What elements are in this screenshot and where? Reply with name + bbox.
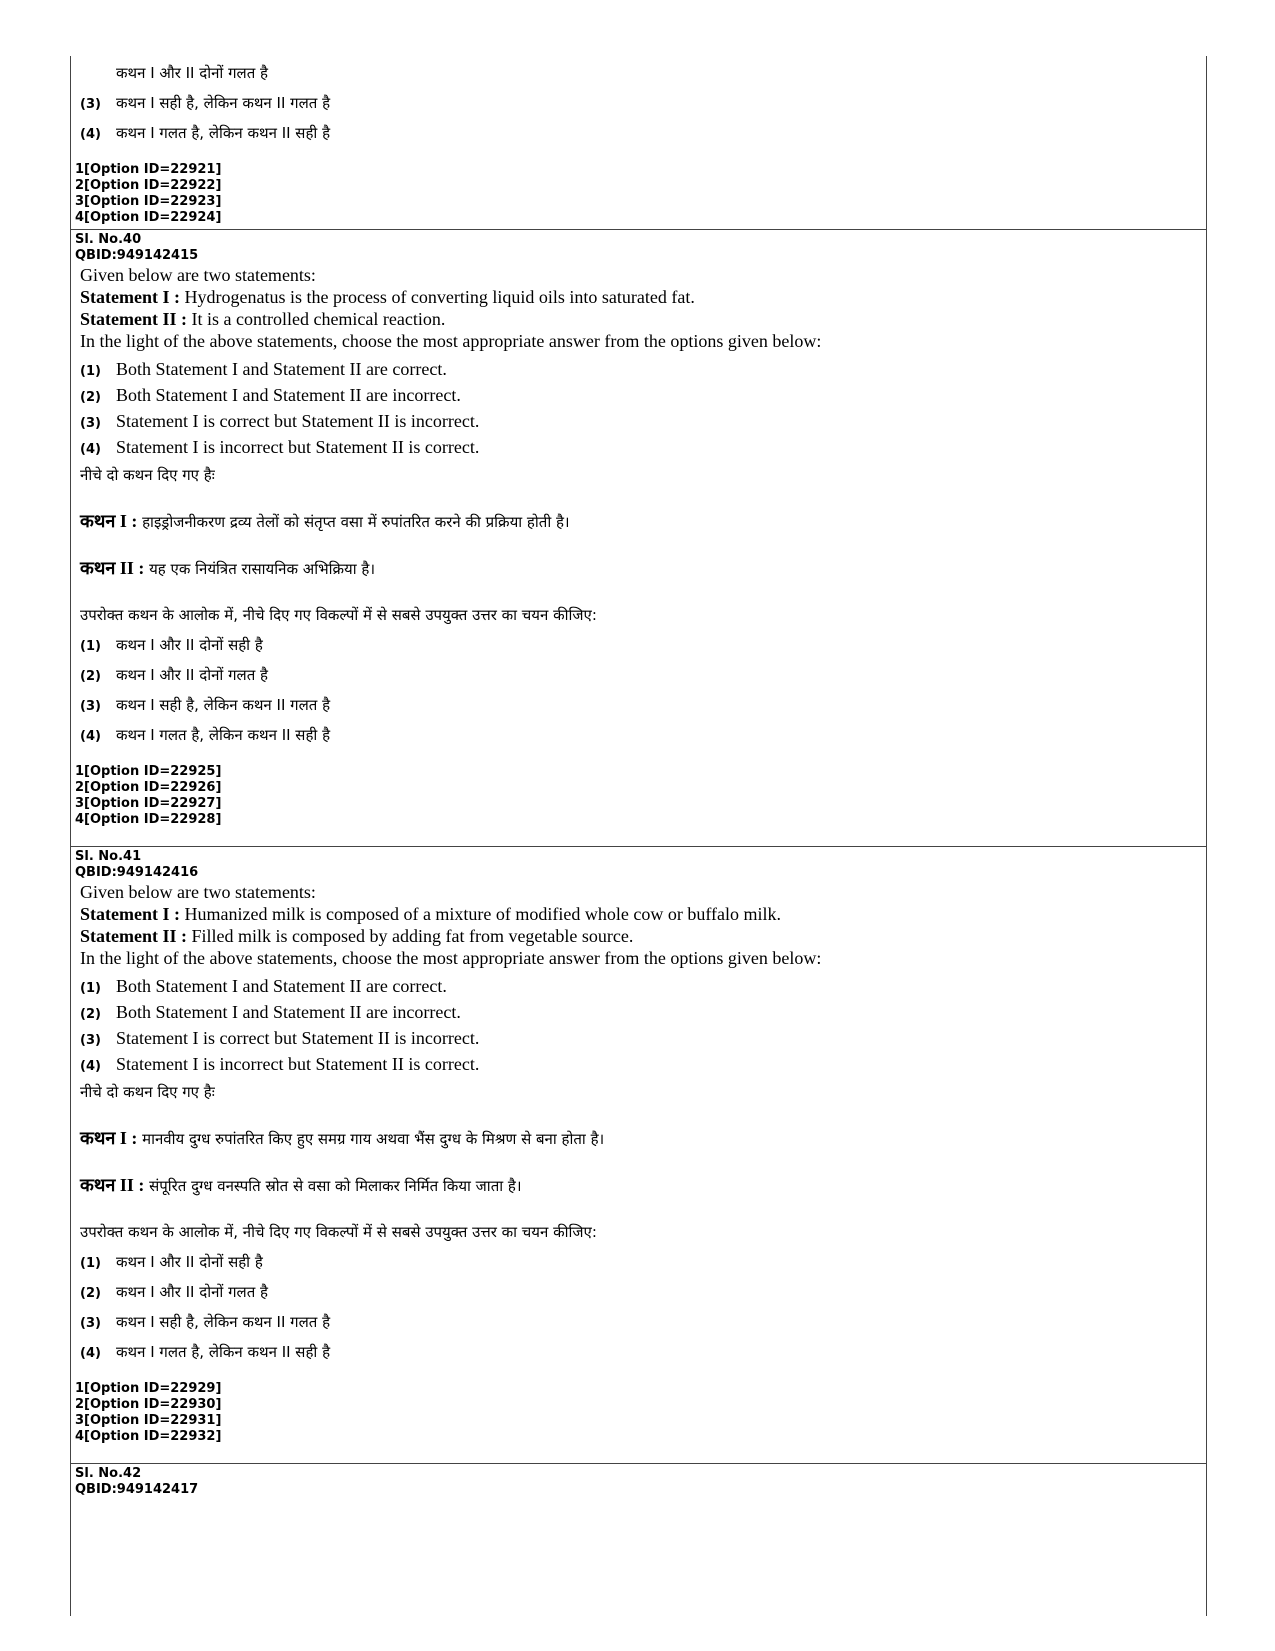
option-id: 1[Option ID=22929] — [75, 1381, 222, 1396]
hindi-option — [71, 1247, 1206, 1277]
option-number: (2) — [80, 1286, 101, 1301]
hindi-statement-2-label: कथन II : — [80, 558, 145, 578]
hindi-statement-1-label: कथन I : — [80, 1128, 138, 1148]
option-id: 2[Option ID=22922] — [75, 178, 222, 193]
option-number: (1) — [80, 639, 101, 654]
question-intro: Given below are two statements: — [80, 265, 316, 285]
hindi-option — [71, 118, 1206, 148]
option-id-list — [71, 1381, 1206, 1445]
question-paper-page — [70, 56, 1207, 1616]
option-text: कथन I और II दोनों सही है — [116, 636, 263, 654]
option-text: कथन I गलत है, लेकिन कथन II सही है — [116, 1343, 331, 1361]
option-number: (3) — [80, 1033, 101, 1048]
option-text: Both Statement I and Statement II are correct. — [116, 976, 447, 996]
option-text: Both Statement I and Statement II are incorrect. — [116, 1002, 461, 1022]
hindi-intro: नीचे दो कथन दिए गए हैः — [80, 466, 215, 484]
hindi-option — [71, 660, 1206, 690]
statement-2-text: It is a controlled chemical reaction. — [186, 309, 446, 329]
statement-1-label: Statement I : — [80, 287, 180, 307]
option-id: 2[Option ID=22930] — [75, 1397, 222, 1412]
question-42 — [71, 1464, 1206, 1500]
hindi-option — [71, 690, 1206, 720]
english-option — [71, 1051, 1206, 1077]
option-text: कथन I गलत है, लेकिन कथन II सही है — [116, 124, 331, 142]
option-id: 3[Option ID=22923] — [75, 194, 222, 209]
option-number: (2) — [80, 669, 101, 684]
option-text: Statement I is incorrect but Statement II is correct. — [116, 437, 480, 457]
option-id: 2[Option ID=22926] — [75, 780, 222, 795]
option-text: Statement I is incorrect but Statement II is correct. — [116, 1054, 480, 1074]
statement-2-text: Filled milk is composed by adding fat from vegetable source. — [186, 926, 634, 946]
option-number: (1) — [80, 1256, 101, 1271]
option-text: कथन I सही है, लेकिन कथन II गलत है — [116, 94, 331, 112]
english-option — [71, 408, 1206, 434]
statement-2-label: Statement II : — [80, 309, 187, 329]
hindi-option — [71, 58, 1206, 88]
english-option — [71, 356, 1206, 382]
question-40 — [71, 230, 1206, 847]
question-bank-id: QBID:949142415 — [75, 248, 199, 263]
option-number: (4) — [80, 1059, 101, 1074]
question-bank-id: QBID:949142416 — [75, 865, 199, 880]
statement-1-text: Humanized milk is composed of a mixture of modified whole cow or buffalo milk. — [179, 904, 782, 924]
statement-1-text: Hydrogenatus is the process of converting liquid oils into saturated fat. — [179, 287, 695, 307]
hindi-statement-2-label: कथन II : — [80, 1175, 145, 1195]
statement-1 — [71, 903, 1206, 925]
option-number: (3) — [80, 1316, 101, 1331]
option-id-list — [71, 162, 1206, 226]
option-text: कथन I और II दोनों सही है — [116, 1253, 263, 1271]
option-number: (4) — [80, 1346, 101, 1361]
statement-2-label: Statement II : — [80, 926, 187, 946]
option-text: Both Statement I and Statement II are correct. — [116, 359, 447, 379]
option-text: Statement I is correct but Statement II is incorrect. — [116, 411, 480, 431]
hindi-option — [71, 1277, 1206, 1307]
statement-1 — [71, 286, 1206, 308]
option-id: 4[Option ID=22924] — [75, 210, 222, 225]
serial-number: Sl. No.40 — [75, 232, 142, 247]
option-id: 4[Option ID=22932] — [75, 1429, 222, 1444]
option-text: Statement I is correct but Statement II is incorrect. — [116, 1028, 480, 1048]
english-option — [71, 434, 1206, 460]
hindi-statement-2 — [71, 1174, 1206, 1197]
option-id: 4[Option ID=22928] — [75, 812, 222, 827]
hindi-option — [71, 88, 1206, 118]
option-id-list — [71, 764, 1206, 828]
question-bank-id: QBID:949142417 — [75, 1482, 199, 1497]
hindi-statement-1-text: मानवीय दुग्ध रुपांतरित किए हुए समग्र गाय अथवा भैंस दुग्ध के मिश्रण से बना होता है। — [137, 1130, 605, 1148]
option-id: 3[Option ID=22931] — [75, 1413, 222, 1428]
question-41 — [71, 847, 1206, 1464]
option-id: 1[Option ID=22921] — [75, 162, 222, 177]
option-text: कथन I और II दोनों गलत है — [116, 1283, 268, 1301]
hindi-statement-2 — [71, 557, 1206, 580]
option-number: (3) — [80, 699, 101, 714]
option-text: कथन I और II दोनों गलत है — [116, 666, 268, 684]
option-id: 3[Option ID=22927] — [75, 796, 222, 811]
option-id: 1[Option ID=22925] — [75, 764, 222, 779]
serial-number: Sl. No.42 — [75, 1466, 142, 1481]
hindi-instruction: उपरोक्त कथन के आलोक में, नीचे दिए गए विकल्पों में से सबसे उपयुक्त उत्तर का चयन कीजिए: — [80, 1223, 597, 1241]
hindi-statement-1 — [71, 510, 1206, 533]
statement-1-label: Statement I : — [80, 904, 180, 924]
hindi-option — [71, 1337, 1206, 1367]
option-number: (3) — [80, 416, 101, 431]
option-number: (4) — [80, 127, 101, 142]
english-option — [71, 382, 1206, 408]
option-text: कथन I गलत है, लेकिन कथन II सही है — [116, 726, 331, 744]
statement-2 — [71, 925, 1206, 947]
hindi-instruction: उपरोक्त कथन के आलोक में, नीचे दिए गए विकल्पों में से सबसे उपयुक्त उत्तर का चयन कीजिए: — [80, 606, 597, 624]
option-text: Both Statement I and Statement II are incorrect. — [116, 385, 461, 405]
option-text: कथन I सही है, लेकिन कथन II गलत है — [116, 696, 331, 714]
option-number: (4) — [80, 442, 101, 457]
statement-2 — [71, 308, 1206, 330]
hindi-option — [71, 1307, 1206, 1337]
english-option — [71, 1025, 1206, 1051]
english-option — [71, 973, 1206, 999]
hindi-option — [71, 720, 1206, 750]
option-text: कथन I सही है, लेकिन कथन II गलत है — [116, 1313, 331, 1331]
question-instruction: In the light of the above statements, choose the most appropriate answer from the options given below: — [80, 331, 822, 351]
hindi-statement-1-text: हाइड्रोजनीकरण द्रव्य तेलों को संतृप्त वसा में रुपांतरित करने की प्रक्रिया होती है। — [137, 513, 570, 531]
english-option — [71, 999, 1206, 1025]
hindi-statement-2-text: संपूरित दुग्ध वनस्पति स्रोत से वसा को मिलाकर निर्मित किया जाता है। — [144, 1177, 522, 1195]
option-number: (4) — [80, 729, 101, 744]
hindi-statement-1-label: कथन I : — [80, 511, 138, 531]
question-intro: Given below are two statements: — [80, 882, 316, 902]
hindi-intro: नीचे दो कथन दिए गए हैः — [80, 1083, 215, 1101]
option-text: कथन I और II दोनों गलत है — [116, 64, 268, 82]
question-instruction: In the light of the above statements, choose the most appropriate answer from the options given below: — [80, 948, 822, 968]
option-number: (2) — [80, 390, 101, 405]
option-number: (1) — [80, 364, 101, 379]
question-39-continuation — [71, 56, 1206, 230]
serial-number: Sl. No.41 — [75, 849, 142, 864]
hindi-option — [71, 630, 1206, 660]
option-number: (3) — [80, 97, 101, 112]
option-number: (2) — [80, 1007, 101, 1022]
hindi-statement-2-text: यह एक नियंत्रित रासायनिक अभिक्रिया है। — [144, 560, 376, 578]
option-number: (1) — [80, 981, 101, 996]
hindi-statement-1 — [71, 1127, 1206, 1150]
